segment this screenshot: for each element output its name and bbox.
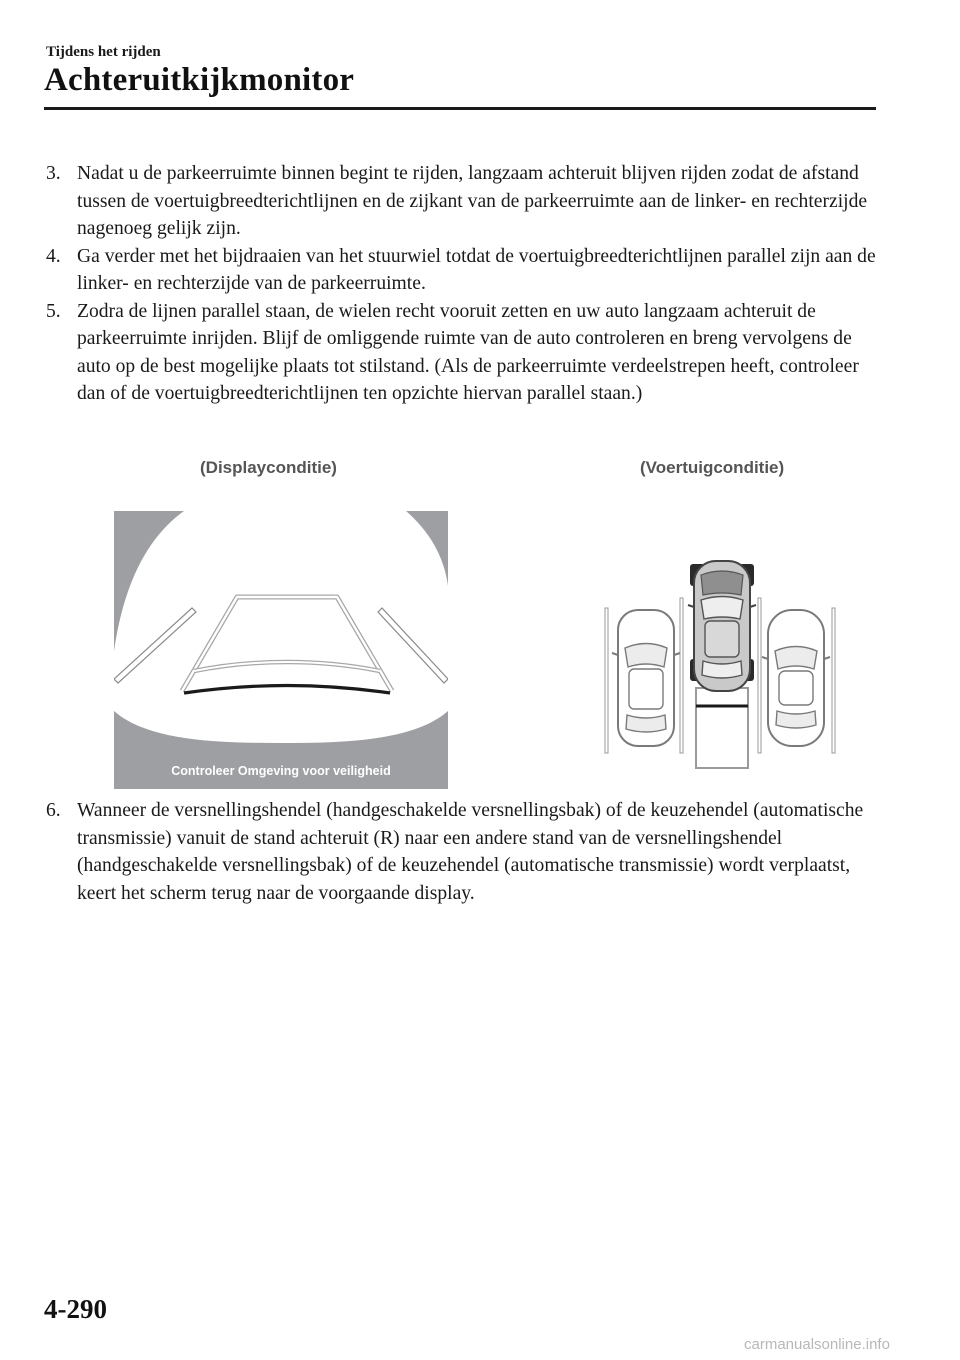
step-text: Zodra de lijnen parallel staan, de wielen recht vooruit zetten en uw auto langzaam achteruit de parkeerruimte inrijden. Blijf de omliggende ruimte van de auto controleren en breng vervolgens de auto op de best mogelijke plaats tot stilstand. (Als de parkeerruimte verdeelstrepen heeft, controleer dan of de voertuigbreedterichtlijnen ten opzichte hiervan parallel staan.) bbox=[77, 300, 859, 404]
parking-top-view-illustration bbox=[598, 555, 838, 775]
parked-car-right bbox=[762, 610, 830, 746]
page-number: 4-290 bbox=[44, 1294, 107, 1324]
step-number: 4. bbox=[46, 245, 61, 267]
rear-camera-display-illustration bbox=[114, 511, 448, 789]
step-number: 5. bbox=[46, 300, 61, 322]
step-item bbox=[46, 797, 886, 907]
display-condition-label: (Displayconditie) bbox=[200, 458, 337, 477]
steps-list-bottom bbox=[46, 797, 886, 907]
reversing-car bbox=[688, 561, 756, 691]
step-item bbox=[46, 243, 886, 298]
steps-list-top bbox=[46, 160, 886, 408]
page-title: Achteruitkijkmonitor bbox=[44, 62, 355, 98]
step-number: 6. bbox=[46, 800, 61, 821]
screen-message: Controleer Omgeving voor veiligheid bbox=[171, 764, 391, 778]
parked-car-left bbox=[612, 610, 680, 746]
step-item bbox=[46, 298, 886, 408]
step-text: Nadat u de parkeerruimte binnen begint te rijden, langzaam achteruit blijven rijden zodat de afstand tussen de voertuigbreedterichtlijnen en de zijkant van de parkeerruimte aan de linker- en rechterzijde nagenoeg gelijk zijn. bbox=[77, 163, 868, 239]
step-text: Wanneer de versnellingshendel (handgeschakelde versnellingsbak) of de keuzehendel (automatische transmissie) vanuit de stand achteruit (R) naar een andere stand van de versnellingshendel (handgeschakelde versnellingsbak) of de keuzehendel (automatische transmissie) wordt verplaatst, keert het scherm terug naar de voorgaande display. bbox=[77, 800, 864, 904]
step-number: 3. bbox=[46, 163, 61, 184]
step-text: Ga verder met het bijdraaien van het stuurwiel totdat de voertuigbreedterichtlijnen parallel zijn aan de linker- en rechterzijde van de parkeerruimte. bbox=[77, 245, 876, 294]
section-label: Tijdens het rijden bbox=[46, 44, 161, 60]
watermark: carmanualsonline.info bbox=[744, 1336, 890, 1353]
step-item bbox=[46, 160, 886, 243]
vehicle-condition-label: (Voertuigconditie) bbox=[640, 458, 785, 477]
title-rule bbox=[44, 107, 876, 110]
